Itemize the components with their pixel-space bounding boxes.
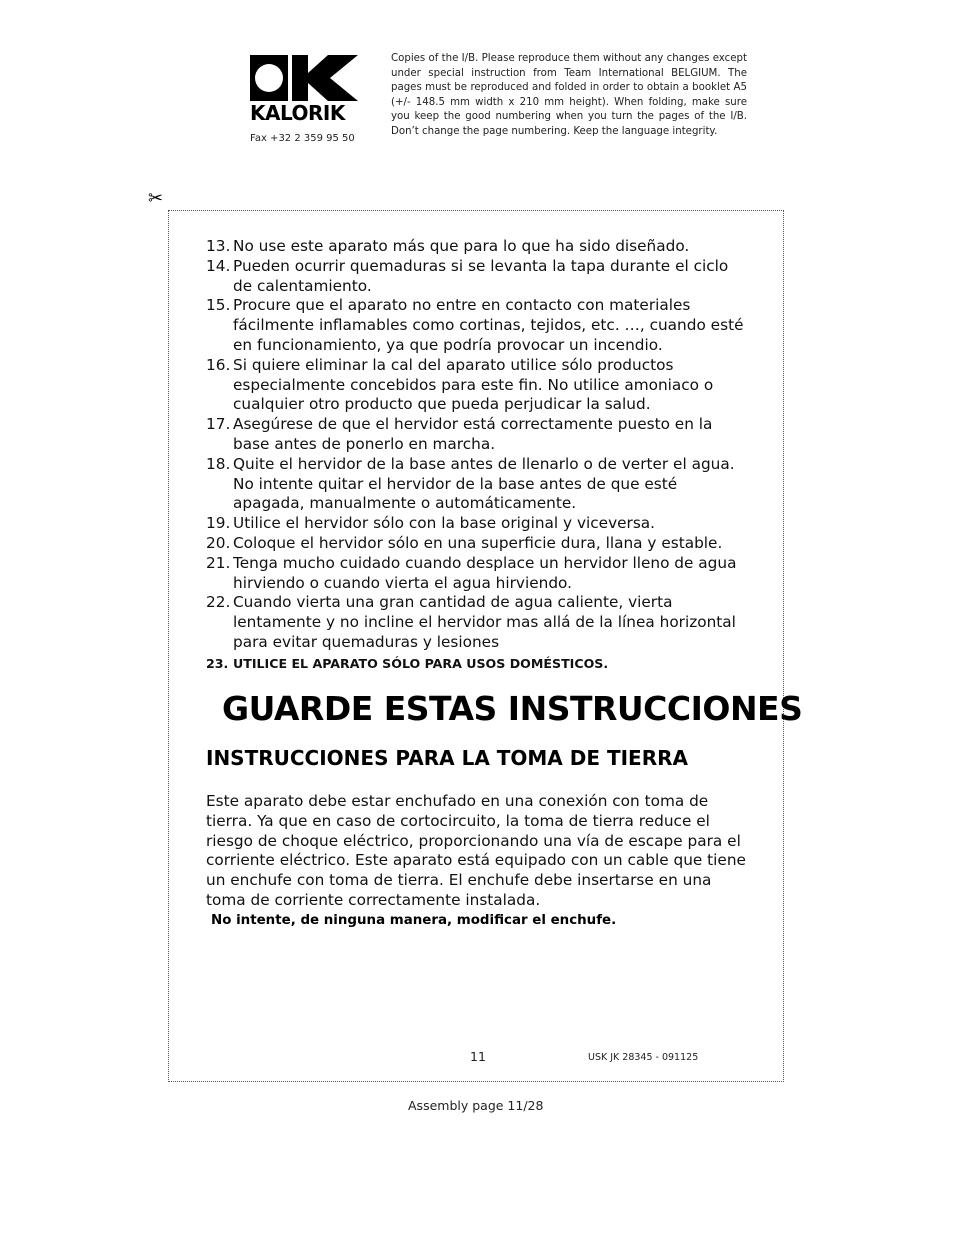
item-number: 14. — [206, 256, 231, 275]
item-number: 23. — [206, 655, 229, 671]
item-number: 13. — [206, 237, 231, 255]
safety-list — [206, 237, 751, 675]
document-code: USK JK 28345 - 091125 — [588, 1052, 699, 1063]
list-item — [206, 237, 751, 257]
fax-number: Fax +32 2 359 95 50 — [250, 133, 355, 144]
scissors-icon: ✂ — [148, 188, 164, 209]
brand-name: KALORIK — [250, 101, 345, 125]
item-number: 18. — [206, 454, 231, 473]
item-text: Quite el hervidor de la base antes de llenarlo o de verter el agua. No intente quitar el hervidor de la base antes de que esté apagada, manualmente o automáticamente. — [233, 454, 735, 513]
item-text: Asegúrese de que el hervidor está correctamente puesto en la base antes de ponerlo en marcha. — [233, 415, 713, 453]
main-heading: GUARDE ESTAS INSTRUCCIONES — [222, 689, 803, 728]
list-item — [206, 514, 751, 534]
list-item — [206, 593, 751, 652]
list-item — [206, 257, 751, 297]
list-item — [206, 554, 751, 594]
page-number: 11 — [470, 1049, 486, 1064]
list-item-domestic-use — [206, 653, 751, 675]
list-item — [206, 296, 751, 355]
item-text: No use este aparato más que para lo que ha sido diseñado. — [233, 237, 690, 255]
item-number: 15. — [206, 296, 231, 315]
list-item — [206, 455, 751, 514]
section-heading: INSTRUCCIONES PARA LA TOMA DE TIERRA — [206, 746, 689, 770]
list-item — [206, 534, 751, 554]
item-text: Coloque el hervidor sólo en una superficie dura, llana y estable. — [233, 533, 723, 552]
item-number: 19. — [206, 514, 231, 533]
list-item — [206, 415, 751, 455]
reproduction-notice: Copies of the I/B. Please reproduce them without any changes except under special instruction from Team International BELGIUM. The pages must be reproduced and folded in order to obtain a booklet A5 (+/- 148.5 mm width x 210 mm height). When folding, make sure you keep the good numbering when you turn the pages of the I/B. Don’t change the page numbering. Keep the language integrity. — [391, 53, 747, 137]
kalorik-logo-mark — [250, 55, 358, 101]
item-text: Cuando vierta una gran cantidad de agua caliente, vierta lentamente y no incline el hervidor mas allá de la línea horizontal para evitar quemaduras y lesiones — [233, 593, 736, 651]
item-text: Pueden ocurrir quemaduras si se levanta la tapa durante el ciclo de calentamiento. — [233, 256, 729, 295]
item-text: Si quiere eliminar la cal del aparato utilice sólo productos especialmente concebidos para este fin. No utilice amoniaco o cualquier otro producto que pueda perjudicar la salud. — [233, 355, 714, 414]
item-number: 17. — [206, 415, 231, 434]
grounding-paragraph: Este aparato debe estar enchufado en una conexión con toma de tierra. Ya que en caso de cortocircuito, la toma de tierra reduce el riesgo de choque eléctrico, proporcionando una vía de escape para el corriente eléctrico. Este aparato está equipado con un cable que tiene un enchufe con toma de tierra. El enchufe debe insertarse en una toma de corriente correctamente instalada. — [206, 792, 746, 909]
item-text: Procure que el aparato no entre en contacto con materiales fácilmente inflamables como cortinas, tejidos, etc. …, cuando esté en funcionamiento, ya que podría provocar un incendio. — [233, 296, 744, 354]
item-number: 20. — [206, 533, 231, 552]
item-text: Tenga mucho cuidado cuando desplace un hervidor lleno de agua hirviendo o cuando vierta el agua hirviendo. — [233, 553, 737, 592]
item-text: Utilice el hervidor sólo con la base original y viceversa. — [233, 514, 656, 533]
list-item — [206, 356, 751, 415]
plug-warning: No intente, de ninguna manera, modificar el enchufe. — [211, 913, 617, 928]
assembly-page: Assembly page 11/28 — [408, 1098, 544, 1113]
item-text: UTILICE EL APARATO SÓLO PARA USOS DOMÉSTICOS. — [233, 655, 609, 671]
item-number: 16. — [206, 355, 231, 374]
item-number: 22. — [206, 593, 231, 612]
item-number: 21. — [206, 553, 231, 572]
